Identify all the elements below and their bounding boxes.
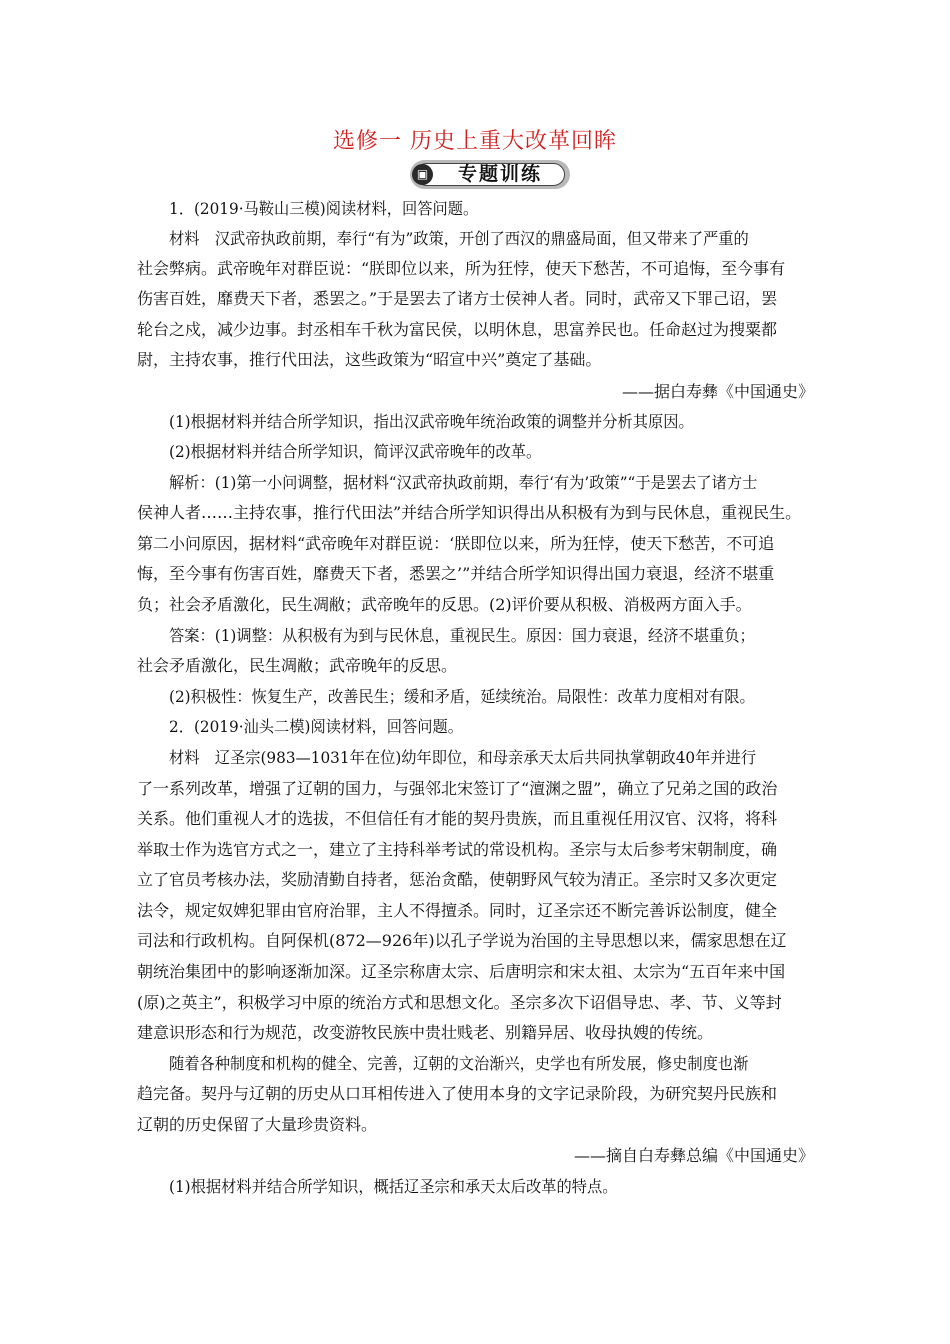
- paragraph-line: 随着各种制度和机构的健全、完善，辽朝的文治渐兴，史学也有所发展，修史制度也渐: [169, 1054, 749, 1073]
- paragraph-line: 建意识形态和行为规范，改变游牧民族中贵壮贱老、别籍异居、收母执嫂的传统。: [137, 1023, 714, 1042]
- paragraph-line: 立了官员考核办法，奖励清勤自持者，惩治贪酷，使朝野风气较为清正。圣宗时又多次更定: [137, 870, 778, 889]
- paragraph-line: 尉，主持农事，推行代田法，这些政策为“昭宣中兴”奠定了基础。: [137, 350, 602, 369]
- analysis-line: 侯神人者……主持农事，推行代田法”并结合所学知识得出从积极有为到与民休息，重视民生。: [137, 503, 802, 522]
- paragraph-line: 趋完备。契丹与辽朝的历史从口耳相传进入了使用本身的文字记录阶段，为研究契丹民族和: [137, 1084, 778, 1103]
- answer-line: (2)积极性：恢复生产，改善民生；缓和矛盾，延续统治。局限性：改革力度相对有限。: [169, 687, 755, 706]
- citation: ——据白寿彝《中国通史》: [621, 382, 814, 401]
- paragraph-line: 了一系列改革，增强了辽朝的国力，与强邻北宋签订了“澶渊之盟”，确立了兄弟之国的政治: [137, 779, 778, 798]
- question-line: (2)根据材料并结合所学知识，简评汉武帝晚年的改革。: [169, 442, 542, 461]
- paragraph-line: 关系。他们重视人才的选拔，不但信任有才能的契丹贵族，而且重视任用汉官、汉将，将科: [137, 809, 778, 828]
- section-badge: [410, 160, 570, 189]
- paragraph-line: 司法和行政机构。自阿保机(872—926年)以孔子学说为治国的主导思想以来，儒家思想在辽: [137, 931, 787, 950]
- question-line: (1)根据材料并结合所学知识，概括辽圣宗和承天太后改革的特点。: [169, 1177, 618, 1196]
- paragraph-line: (原)之英主”，积极学习中原的统治方式和思想文化。圣宗多次下诏倡导忠、孝、节、义等封: [137, 993, 782, 1012]
- citation: ——摘自白寿彝总编《中国通史》: [573, 1146, 814, 1165]
- answer-line: 答案：(1)调整：从积极有为到与民休息，重视民生。原因：国力衰退，经济不堪重负；: [169, 626, 755, 645]
- paragraph-line: 朝统治集团中的影响逐渐加深。辽圣宗称唐太宗、后唐明宗和宋太祖、太宗为“五百年来中国: [137, 962, 786, 981]
- page-title: 选修一 历史上重大改革回眸: [333, 129, 617, 154]
- paragraph-line: 社会弊病。武帝晚年对群臣说：“朕即位以来，所为狂悖，使天下愁苦，不可追悔，至今事有: [137, 259, 786, 278]
- paragraph-line: 辽朝的历史保留了大量珍贵资料。: [137, 1115, 378, 1134]
- paragraph-line: 材料 汉武帝执政前期，奉行“有为”政策，开创了西汉的鼎盛局面，但又带来了严重的: [169, 229, 749, 248]
- question-1-header: 1．(2019·马鞍山三模)阅读材料，回答问题。: [169, 199, 479, 218]
- paragraph-line: 轮台之戍，减少边事。封丞相车千秋为富民侯，以明休息，思富养民也。任命赵过为搜粟都: [137, 320, 778, 339]
- badge-label: 专题训练: [457, 163, 542, 185]
- book-icon: ▣: [412, 164, 433, 185]
- paragraph-line: 材料 辽圣宗(983—1031年在位)幼年即位，和母亲承天太后共同执掌朝政40年并进行: [169, 748, 757, 767]
- paragraph-line: 伤害百姓，靡费天下者，悉罢之。”于是罢去了诸方士侯神人者。同时，武帝又下罪己诏，罢: [137, 289, 778, 308]
- question-line: (1)根据材料并结合所学知识，指出汉武帝晚年统治政策的调整并分析其原因。: [169, 412, 694, 431]
- analysis-line: 悔，至今事有伤害百姓，靡费天下者，悉罢之’”并结合所学知识得出国力衰退，经济不堪重: [137, 564, 775, 583]
- answer-line: 社会矛盾激化，民生凋敝；武帝晚年的反思。: [137, 656, 458, 675]
- analysis-line: 解析：(1)第一小问调整，据材料“汉武帝执政前期，奉行‘有为’政策”“于是罢去了诸方士: [169, 473, 758, 492]
- paragraph-line: 举取士作为选官方式之一，建立了主持科举考试的常设机构。圣宗与太后参考宋朝制度，确: [137, 840, 778, 859]
- analysis-line: 第二小问原因，据材料“武帝晚年对群臣说：‘朕即位以来，所为狂悖，使天下愁苦，不可追: [137, 534, 775, 553]
- analysis-line: 负；社会矛盾激化，民生凋敝；武帝晚年的反思。(2)评价要从积极、消极两方面入手。: [137, 595, 752, 614]
- question-2-header: 2．(2019·汕头二模)阅读材料，回答问题。: [169, 717, 463, 736]
- paragraph-line: 法令，规定奴婢犯罪由官府治罪，主人不得擅杀。同时，辽圣宗还不断完善诉讼制度，健全: [137, 901, 778, 920]
